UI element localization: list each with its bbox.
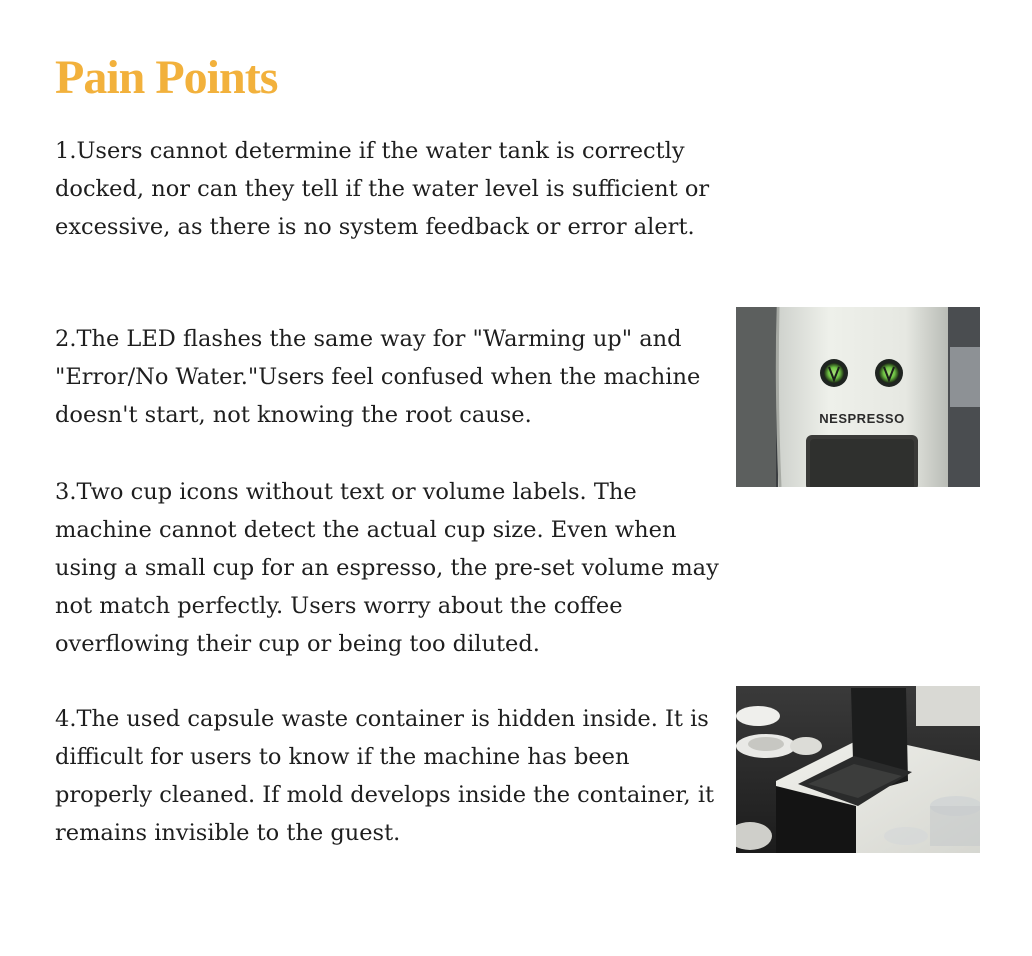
pain-point-2: 2.The LED flashes the same way for "Warming up" and "Error/No Water."Users feel confused when the machine doesn't start, not knowing the root cause. [55,326,701,428]
pain-point-3: 3.Two cup icons without text or volume labels. The machine cannot detect the actual cup size. Even when using a small cup for an espresso, the pre-set volume may not match perfectly. Users worry about the coffee overflowing their cup or being too diluted. [55,479,719,657]
machine-led-photo [736,307,980,487]
page-title: Pain Points [55,51,278,104]
capsule-container-photo [736,686,980,853]
nespresso-logo: NESPRESSO [819,411,905,426]
led-button-right [875,359,903,387]
led-button-left [820,359,848,387]
pain-point-1: 1.Users cannot determine if the water tank is correctly docked, nor can they tell if the water level is sufficient or excessive, as there is no system feedback or error alert. [55,138,710,240]
pain-point-4: 4.The used capsule waste container is hidden inside. It is difficult for users to know if the machine has been properly cleaned. If mold develops inside the container, it remains invisible to the guest. [55,706,715,846]
